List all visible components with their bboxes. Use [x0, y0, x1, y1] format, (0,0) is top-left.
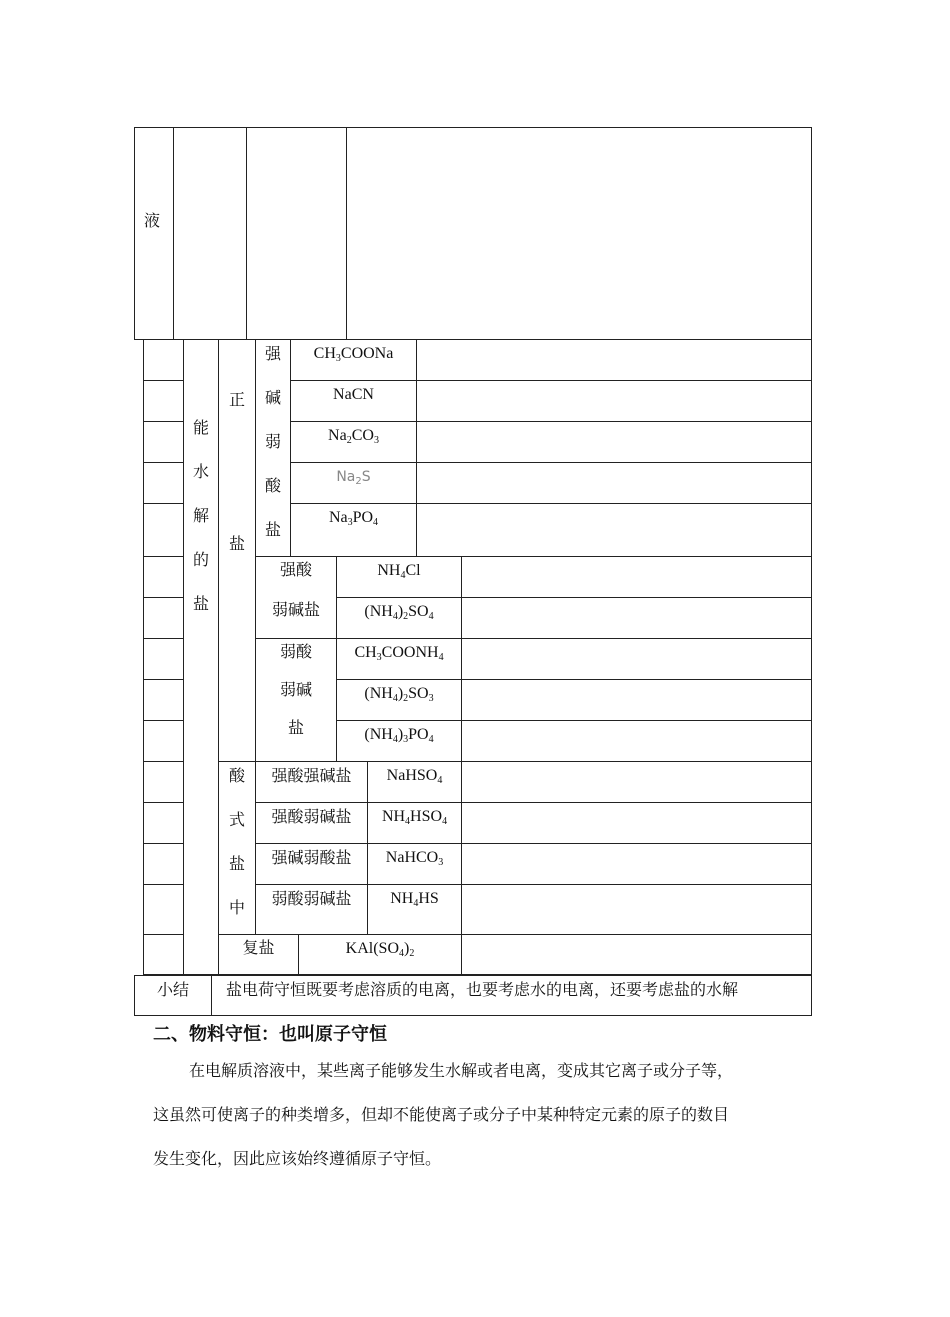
- label-line: 弱碱: [279, 680, 312, 699]
- summary-text: 盐电荷守恒既要考虑溶质的电离，也要考虑水的电离，还要考虑盐的水解: [226, 980, 739, 999]
- divider: [336, 597, 812, 598]
- strong-acid-weak-base-label: [256, 560, 336, 620]
- section-heading: 二、物料守恒：也叫原子守恒: [153, 1024, 387, 1045]
- acid-salt-type: 强酸强碱盐: [271, 766, 352, 785]
- divider: [143, 934, 184, 935]
- formula-ch3coona: $CH_3COONa$: [313, 345, 394, 364]
- formula-nacn: NaCN: [333, 386, 374, 403]
- top-table: [134, 127, 812, 340]
- divider: [336, 679, 812, 680]
- acid-salt-type: 强酸弱碱盐: [271, 807, 352, 826]
- label-char: 弱: [264, 432, 281, 451]
- formula-ch3coonh4: $CH_3COONH_4$: [354, 644, 444, 663]
- label-char: 式: [228, 810, 245, 829]
- divider: [143, 380, 184, 381]
- divider: [143, 597, 184, 598]
- normal-salt-label: [227, 390, 247, 578]
- top-table-cell: 液: [144, 211, 161, 230]
- divider: [183, 340, 184, 975]
- divider: [336, 720, 812, 721]
- formula-kal-so4-2: $KAl(SO_4)_2$: [345, 940, 415, 959]
- divider: [461, 556, 462, 761]
- group-label-char: 解: [192, 506, 209, 525]
- divider: [255, 556, 812, 557]
- divider: [290, 462, 812, 463]
- divider: [255, 884, 812, 885]
- divider: [255, 802, 812, 803]
- formula-nh4-3po4: $(NH_4)_3PO_4$: [364, 726, 434, 745]
- divider: [218, 761, 812, 762]
- group-label-char: 的: [192, 550, 209, 569]
- label-line: 盐: [287, 718, 304, 737]
- group-label: [191, 418, 211, 638]
- divider: [290, 503, 812, 504]
- acid-salt-type: 弱酸弱碱盐: [271, 889, 352, 908]
- label-line: 弱碱盐: [271, 600, 320, 619]
- divider: [143, 556, 184, 557]
- group-label-char: 盐: [192, 594, 209, 613]
- label-char: 酸: [228, 766, 245, 785]
- formula-nh4hs: $NH_4HS$: [390, 890, 439, 909]
- group-label-char: 能: [192, 418, 209, 437]
- label-line: 弱酸: [279, 642, 312, 661]
- group-label-char: 水: [192, 462, 209, 481]
- normal-salt-char: 盐: [228, 534, 245, 553]
- divider: [173, 127, 174, 340]
- divider: [143, 421, 184, 422]
- divider: [143, 462, 184, 463]
- divider: [255, 843, 812, 844]
- weak-acid-weak-base-label: [256, 642, 336, 738]
- formula-nh4-2so3: $(NH_4)_2SO_3$: [364, 685, 434, 704]
- paragraph-line: 这虽然可使离子的种类增多，但却不能使离子或分子中某种特定元素的原子的数目: [153, 1105, 730, 1124]
- label-char: 盐: [228, 854, 245, 873]
- formula-nahco3: NaHCO$_3$: [385, 849, 444, 868]
- formula-na3po4: $Na_3PO_4$: [328, 509, 379, 528]
- acid-salt-label: [227, 766, 247, 942]
- label-line: 强酸: [279, 560, 312, 579]
- formula-na2co3: $Na_2CO_3$: [328, 427, 379, 446]
- divider: [211, 975, 212, 1016]
- divider: [218, 934, 812, 935]
- normal-salt-char: 正: [228, 390, 245, 409]
- formula-nahso4: NaHSO$_4$: [386, 767, 443, 786]
- divider: [461, 934, 462, 975]
- divider: [143, 503, 184, 504]
- formula-nh4cl: $NH_4Cl$: [377, 562, 421, 581]
- double-salt-label: 复盐: [242, 938, 275, 957]
- formula-nh4-2so4: $(NH_4)_2SO_4$: [364, 603, 434, 622]
- divider: [346, 127, 347, 340]
- divider: [246, 127, 247, 340]
- divider: [143, 720, 184, 721]
- paragraph-line: 在电解质溶液中，某些离子能够发生水解或者电离，变成其它离子或分子等，: [189, 1061, 734, 1080]
- divider: [290, 421, 812, 422]
- divider: [461, 761, 462, 934]
- divider: [143, 638, 184, 639]
- divider: [143, 679, 184, 680]
- divider: [143, 843, 184, 844]
- divider: [218, 340, 219, 975]
- divider: [143, 761, 184, 762]
- divider: [143, 884, 184, 885]
- divider: [416, 340, 417, 556]
- paragraph-line: 发生变化，因此应该始终遵循原子守恒。: [153, 1149, 442, 1168]
- acid-salt-type: 强碱弱酸盐: [271, 848, 352, 867]
- formula-na2s: $Na_2S$: [336, 469, 371, 487]
- divider: [255, 638, 812, 639]
- label-char: 强: [264, 344, 281, 363]
- formula-nh4hso4: $NH_4HSO_4$: [381, 808, 448, 827]
- strong-base-weak-acid-label: [263, 344, 283, 564]
- summary-label: 小结: [156, 980, 189, 999]
- label-char: 碱: [264, 388, 281, 407]
- divider: [290, 380, 812, 381]
- label-char: 中: [228, 898, 245, 917]
- divider: [143, 802, 184, 803]
- label-char: 盐: [264, 520, 281, 539]
- label-char: 酸: [264, 476, 281, 495]
